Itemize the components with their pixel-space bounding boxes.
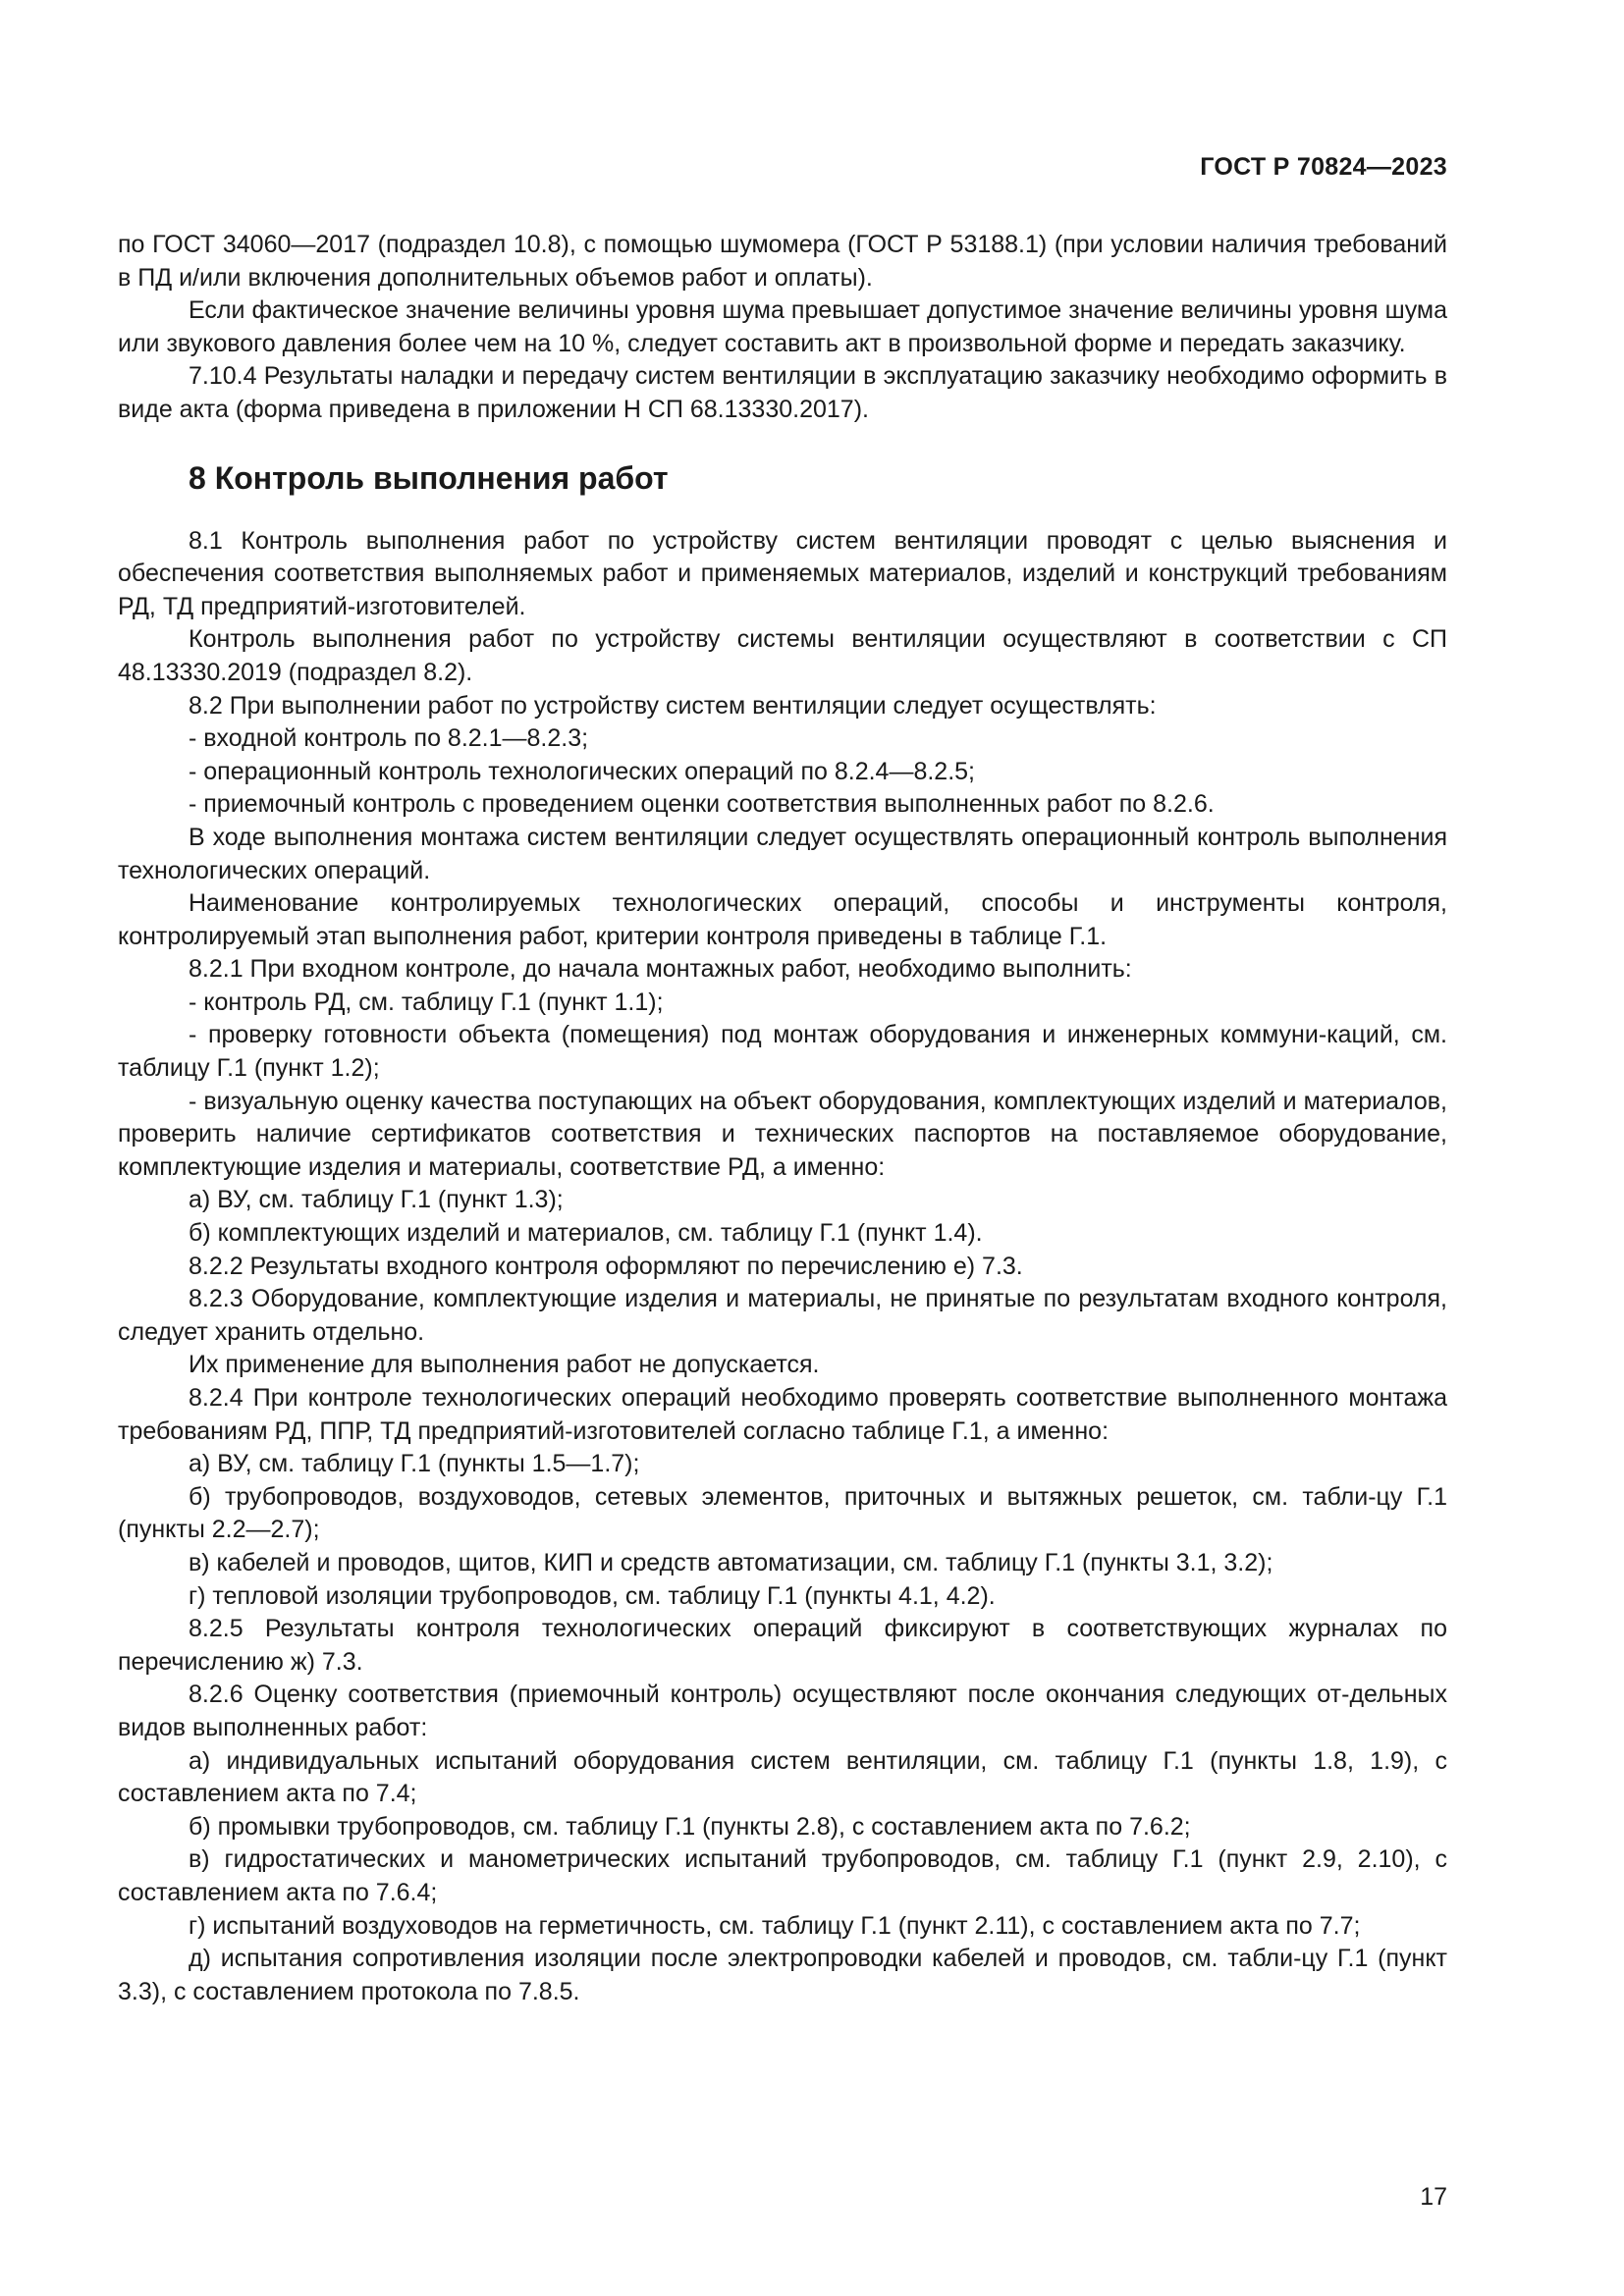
paragraph: 8.2 При выполнении работ по устройству систем вентиляции следует осуществлять:: [189, 691, 1157, 720]
paragraph: Если фактическое значение величины уровня шума превышает допустимое значение величины уровня шума или звукового давления более чем на 10 %, следует составить акт в произвольной форме и передать заказчику.: [118, 296, 1447, 357]
list-item: д) испытания сопротивления изоляции после электропроводки кабелей и проводов, см. табли-цу Г.1 (пункт 3.3), с составлением протокола по 7.8.5.: [118, 1945, 1447, 2005]
paragraph-continuation: по ГОСТ 34060—2017 (подраздел 10.8), с помощью шумомера (ГОСТ Р 53188.1) (при условии наличия требований в ПД и/или включения дополнительных объемов работ и оплаты).: [118, 231, 1447, 292]
list-item: б) трубопроводов, воздуховодов, сетевых элементов, приточных и вытяжных решеток, см. табли-цу Г.1 (пункты 2.2—2.7);: [118, 1482, 1447, 1544]
list-item: в) кабелей и проводов, щитов, КИП и средств автоматизации, см. таблицу Г.1 (пункты 3.1, 3.2);: [189, 1548, 1273, 1576]
paragraph: Контроль выполнения работ по устройству системы вентиляции осуществляют в соответствии с СП 48.13330.2019 (подраздел 8.2).: [118, 625, 1447, 686]
paragraph: 7.10.4 Результаты наладки и передачу систем вентиляции в эксплуатацию заказчику необходимо оформить в виде акта (форма приведена в приложении Н СП 68.13330.2017).: [118, 362, 1447, 423]
list-item: г) испытаний воздуховодов на герметичность, см. таблицу Г.1 (пункт 2.11), с составлением акта по 7.7;: [189, 1911, 1361, 1940]
list-item: г) тепловой изоляции трубопроводов, см. таблицу Г.1 (пункты 4.1, 4.2).: [189, 1581, 996, 1610]
paragraph: Наименование контролируемых технологических операций, способы и инструменты контроля, контролируемый этап выполнения работ, критерии контроля приведены в таблице Г.1.: [118, 889, 1447, 950]
paragraph: 8.2.1 При входном контроле, до начала монтажных работ, необходимо выполнить:: [189, 955, 1132, 984]
paragraph: В ходе выполнения монтажа систем вентиляции следует осуществлять операционный контроль выполнения технологических операций.: [118, 823, 1447, 884]
list-item: - контроль РД, см. таблицу Г.1 (пункт 1.1);: [189, 988, 664, 1016]
list-item: а) ВУ, см. таблицу Г.1 (пункты 1.5—1.7);: [189, 1450, 640, 1478]
paragraph: 8.2.2 Результаты входного контроля оформляют по перечислению е) 7.3.: [189, 1252, 1023, 1280]
page-number: 17: [1420, 2183, 1447, 2211]
paragraph: 8.2.5 Результаты контроля технологических операций фиксируют в соответствующих журналах по перечислению ж) 7.3.: [118, 1615, 1447, 1676]
list-item: б) комплектующих изделий и материалов, см. таблицу Г.1 (пункт 1.4).: [189, 1219, 983, 1248]
list-item: - входной контроль по 8.2.1—8.2.3;: [189, 724, 589, 753]
list-item: б) промывки трубопроводов, см. таблицу Г.1 (пункты 2.8), с составлением акта по 7.6.2;: [189, 1812, 1191, 1841]
section-title: 8 Контроль выполнения работ: [189, 459, 669, 496]
list-item: - приемочный контроль с проведением оценки соответствия выполненных работ по 8.2.6.: [189, 790, 1215, 819]
list-item: - визуальную оценку качества поступающих на объект оборудования, комплектующих изделий и материалов, проверить наличие сертификатов соответствия и технических паспортов на поставляемое оборудование, комплектующие изделия и материалы, соответствие РД, а именно:: [118, 1087, 1447, 1181]
paragraph: 8.2.3 Оборудование, комплектующие изделия и материалы, не принятые по результатам входного контроля, следует хранить отдельно.: [118, 1285, 1447, 1346]
paragraph: 8.2.6 Оценку соответствия (приемочный контроль) осуществляют после окончания следующих от-дельных видов выполненных работ:: [118, 1681, 1447, 1741]
list-item: а) ВУ, см. таблицу Г.1 (пункт 1.3);: [189, 1186, 564, 1214]
list-item: а) индивидуальных испытаний оборудования систем вентиляции, см. таблицу Г.1 (пункты 1.8, 1.9), с составлением акта по 7.4;: [118, 1746, 1447, 1808]
list-item: - проверку готовности объекта (помещения) под монтаж оборудования и инженерных коммуни-каций, см. таблицу Г.1 (пункт 1.2);: [118, 1021, 1447, 1083]
standard-header: ГОСТ Р 70824—2023: [1200, 153, 1447, 181]
paragraph: Их применение для выполнения работ не допускается.: [189, 1351, 820, 1379]
paragraph: 8.1 Контроль выполнения работ по устройству систем вентиляции проводят с целью выяснения и обеспечения соответствия выполняемых работ и применяемых материалов, изделий и конструкций требованиям РД, ТД предприятий-изготовителей.: [118, 526, 1447, 620]
document-body: [118, 229, 1447, 2008]
list-item: - операционный контроль технологических операций по 8.2.4—8.2.5;: [189, 757, 976, 785]
paragraph: 8.2.4 При контроле технологических операций необходимо проверять соответствие выполненного монтажа требованиям РД, ППР, ТД предприятий-изготовителей согласно таблице Г.1, а именно:: [118, 1384, 1447, 1445]
list-item: в) гидростатических и манометрических испытаний трубопроводов, см. таблицу Г.1 (пункт 2.9, 2.10), с составлением акта по 7.6.4;: [118, 1845, 1447, 1906]
